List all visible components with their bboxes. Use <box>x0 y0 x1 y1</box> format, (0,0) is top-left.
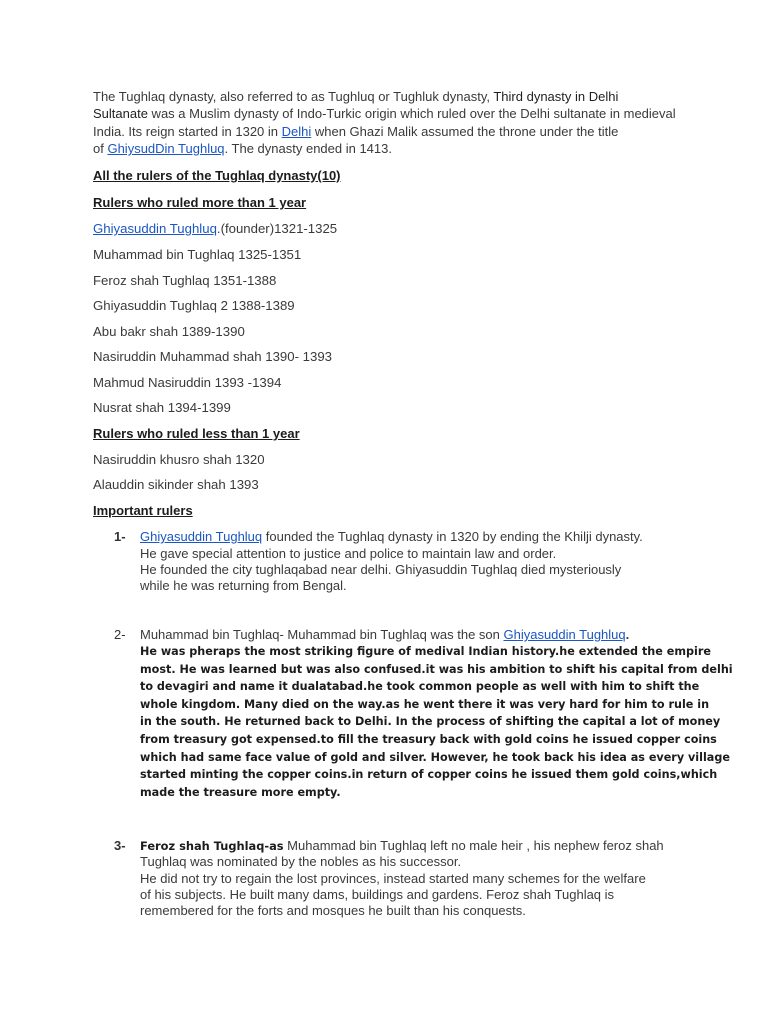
ruler-entry <box>93 220 337 237</box>
item2-bold-line: from treasury got expensed.to fill the treasury back with gold coins he issued copper coins <box>140 733 717 746</box>
item3-line: of his subjects. He built many dams, buildings and gardens. Feroz shah Tughlaq is <box>140 887 615 902</box>
item-number-1: 1- <box>114 529 126 544</box>
item2-bold-line: started minting the copper coins.in return of copper coins he issued them gold coins,which <box>140 768 718 781</box>
item2-bold-line: whole kingdom. Many died on the way.as he went there it was very hard for him to rule in <box>140 698 710 711</box>
intro-text: when Ghazi Malik assumed the throne under the title <box>311 124 619 139</box>
heading-more-than-year: Rulers who ruled more than 1 year <box>93 195 307 210</box>
item2-bold-line: He was pheraps the most striking figure of medival Indian history.he extended the empire <box>140 645 711 658</box>
intro-line-3 <box>93 123 618 140</box>
ruler-entry: Alauddin sikinder shah 1393 <box>93 477 259 492</box>
item1-line <box>140 528 643 545</box>
item1-line: He founded the city tughlaqabad near delhi. Ghiyasuddin Tughlaq died mysteriously <box>140 562 622 577</box>
ruler-entry: Mahmud Nasiruddin 1393 -1394 <box>93 375 282 390</box>
ghiyasuddin-tughluq-link[interactable]: Ghiyasuddin Tughluq <box>140 529 263 544</box>
intro-line-1 <box>93 88 618 105</box>
ruler-entry: Muhammad bin Tughlaq 1325-1351 <box>93 247 302 262</box>
intro-line-2 <box>93 105 676 122</box>
heading-less-than-year: Rulers who ruled less than 1 year <box>93 426 300 441</box>
item3-line: remembered for the forts and mosques he built than his conquests. <box>140 903 526 918</box>
heading-all-rulers: All the rulers of the Tughlaq dynasty(10) <box>93 168 341 183</box>
ghiysuddin-tughluq-link[interactable]: GhiysudDin Tughluq <box>107 141 225 156</box>
ruler-entry: Nasiruddin khusro shah 1320 <box>93 452 265 467</box>
item-number-3: 3- <box>114 838 126 853</box>
intro-text: The Tughlaq dynasty, also referred to as Tughluq or Tughluk dynasty, <box>93 89 494 104</box>
item3-line: Tughlaq was nominated by the nobles as his successor. <box>140 854 462 869</box>
ghiyasuddin-tughluq-link[interactable]: Ghiyasuddin Tughluq <box>503 627 626 642</box>
ruler-entry: Ghiyasuddin Tughlaq 2 1388-1389 <box>93 298 295 313</box>
item1-line: He gave special attention to justice and police to maintain law and order. <box>140 546 557 561</box>
intro-text: India. Its reign started in 1320 in <box>93 124 282 139</box>
item3-bold-lead: Feroz shah Tughlaq-as <box>140 839 284 853</box>
ruler-entry-text: .(founder)1321-1325 <box>216 221 338 236</box>
item2-text: Muhammad bin Tughlaq- Muhammad bin Tughlaq was the son <box>140 627 504 642</box>
intro-text-dark: Sultanate <box>93 106 148 121</box>
item1-text: founded the Tughlaq dynasty in 1320 by ending the Khilji dynasty. <box>262 529 643 544</box>
item1-line: while he was returning from Bengal. <box>140 578 347 593</box>
intro-text-dark: Third dynasty in Delhi <box>493 89 619 104</box>
item2-line <box>140 626 629 643</box>
intro-text: . The dynasty ended in 1413. <box>224 141 392 156</box>
item2-bold-line: to devagiri and name it dualatabad.he took common people as well with him to shift the <box>140 680 700 693</box>
item2-text: . <box>625 627 630 642</box>
item-number-2: 2- <box>114 627 126 642</box>
delhi-link[interactable]: Delhi <box>281 124 312 139</box>
ruler-entry: Abu bakr shah 1389-1390 <box>93 324 245 339</box>
ruler-entry: Nasiruddin Muhammad shah 1390- 1393 <box>93 349 332 364</box>
item2-bold-line: made the treasure more empty. <box>140 786 341 799</box>
intro-text: of <box>93 141 108 156</box>
item2-bold-line: most. He was learned but was also confused.it was his ambition to shift his capital from delhi <box>140 663 733 676</box>
item3-text: Muhammad bin Tughlaq left no male heir , his nephew feroz shah <box>283 838 664 853</box>
ruler-entry: Nusrat shah 1394-1399 <box>93 400 231 415</box>
intro-line-4 <box>93 140 392 157</box>
heading-important-rulers: Important rulers <box>93 503 193 518</box>
item2-bold-line: which had same face value of gold and silver. However, he took back his idea as every village <box>140 751 730 764</box>
intro-text: was a Muslim dynasty of Indo-Turkic origin which ruled over the Delhi sultanate in medieval <box>147 106 676 121</box>
item3-line: He did not try to regain the lost provinces, instead started many schemes for the welfare <box>140 871 646 886</box>
item2-bold-line: in the south. He returned back to Delhi. In the process of shifting the capital a lot of money <box>140 715 721 728</box>
ghiyasuddin-tughluq-link[interactable]: Ghiyasuddin Tughluq <box>93 221 217 236</box>
ruler-entry: Feroz shah Tughlaq 1351-1388 <box>93 273 277 288</box>
